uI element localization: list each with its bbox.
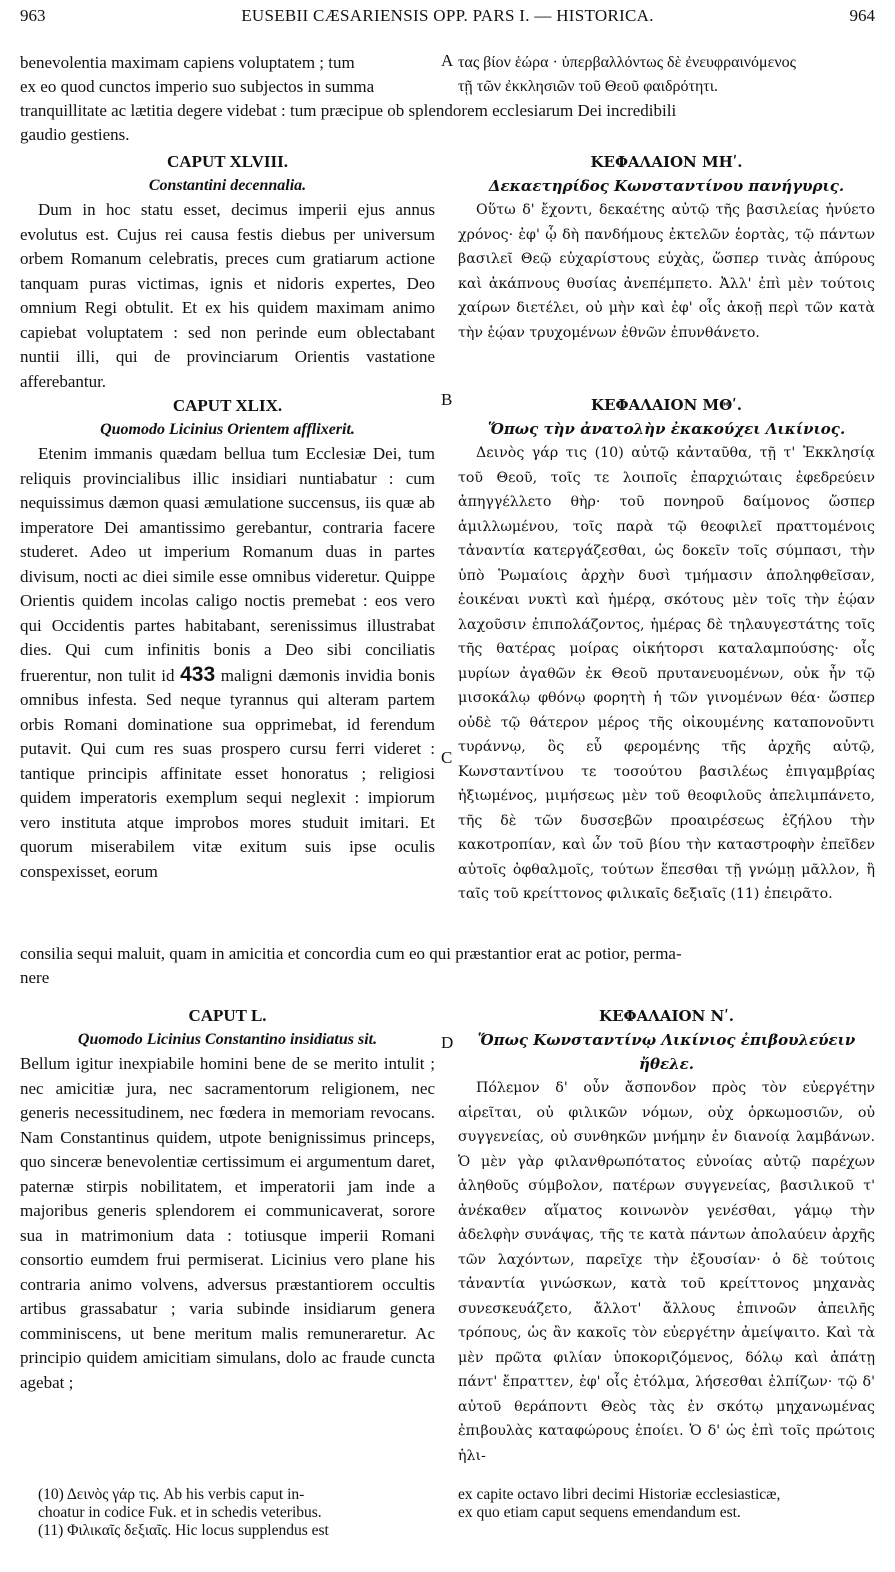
greek-line: τας βίον ἑώρα · ὑπερβαλλόντως δὲ ἐνευφραινόμενος [458, 54, 796, 71]
footnote-10-line-1: (10) Δεινὸς γάρ τις. Ab his verbis caput in- [38, 1486, 305, 1503]
margin-marker-b: B [441, 390, 453, 409]
greek-chapter-50-subtitle: Ὅπως Κωνσταντίνῳ Λικίνιος ἐπιβουλεύειν ἤθελε. [477, 1031, 856, 1073]
chapter-49-subtitle: Quomodo Licinius Orientem afflixerit. [100, 421, 355, 438]
latin-full-line-2: nere [20, 968, 50, 987]
page-number-right: 964 [849, 6, 875, 25]
footnote-11: (11) Φιλικαῖς δεξιαῖς. Hic locus supplendus est [38, 1522, 329, 1539]
footnote-cont-line-2: ex quo etiam caput sequens emendandum est. [458, 1504, 741, 1521]
greek-line: τῇ τῶν ἐκκλησιῶν τοῦ Θεοῦ φαιδρότητι. [458, 78, 719, 95]
latin-line: ex eo quod cunctos imperio suo subjectos in summa [20, 77, 375, 96]
top-line-3: tranquillitate ac lætitia degere videbat : tum præcipue ob splendorem ecclesiarum Dei incredibili [20, 101, 677, 120]
greek-column-upper [458, 150, 875, 907]
footnotes-left [38, 1486, 438, 1540]
greek-chapter-49-text: Δεινὸς γάρ τις (10) αὐτῷ κἀνταῦθα, τῇ τ' Ἐκκλησίᾳ τοῦ Θεοῦ, τοῖς τε λοιποῖς ἐπαρχιώταις ἐφεδρεύειν ἀπηγγέλλετο θὴρ· τοῦ πονηροῦ δαίμονος ὥσπερ ἁμιλλωμένου, τοῖς παρὰ τῷ θεοφιλεῖ πραττομένοις τἀναντία κατεργάζεσθαι, ὡς δοκεῖν τοῖς σύμπασι, τὴν ὑπὸ Ῥωμαίοις ἀρχὴν δυσὶ τμήμασιν ἀποληφθεῖσαν, ἐοικέναι νυκτὶ καὶ ἡμέρᾳ, σκότους μὲν τοῖς τὴν ἑῴαν λαχοῦσιν ἐπιπολάζοντος, ἡμέρας δὲ τηλαυγεστάτης τοῖς τῆς θατέρας μοίρας οἰκήτορσι καταλαμπούσης· οἷς μυρίων ἀγαθῶν ἐκ Θεοῦ πρυτανευομένων, οὐκ ἦν τῷ μισοκάλῳ φθόνῳ φορητὴ ἡ τῶν γινομένων θέα· ὥσπερ οὐδὲ τῷ θάτερον μέρος τῆς οἰκουμένης καταπονοῦντι τυράννῳ, ὃς εὖ φερομένης τῆς ἀρχῆς αὐτῷ, Κωνσταντίνου τε τοσούτου βασιλέως ἐπιγαμβρίας ἠξιωμένος, μιμήσεως μὲν τοῦ θεοφιλοῦς ἀπελιμπάνετο, τῆς δὲ τῶν δυσσεβῶν προαιρέσεως ἐζήλου τὴν κακοτροπίαν, καὶ ὧν τοῦ βίου τὴν καταστροφὴν ἐπεῖδεν αὐτοῖς ὀφθαλμοῖς, τούτων ἕπεσθαι τῇ γνώμῃ μᾶλλον, ἢ ταῖς τοῦ κρείττονος φιλικαῖς δεξιαῖς (11) ἐπειρᾶτο. [458, 445, 875, 902]
latin-full-line-1: consilia sequi maluit, quam in amicitia et concordia cum eo qui præstantior erat ac potior, perma- [20, 944, 682, 963]
greek-chapter-50-title: ΚΕΦΑΛΑΙΟΝ Νʹ. [599, 1007, 734, 1025]
margin-marker-d: D [441, 1033, 454, 1052]
chapter-49-text-a-content: Etenim immanis quædam bellua tum Ecclesiæ Dei, tum reliquis provincialibus illic insidiari nuntiabatur : cum nequissimus dæmon quasi æmulatione succensus, iis quæ ab imperatore Dei amantissimo gerebantur, contraria facere studeret. Adeo ut imperium Romanum duas in partes divisum, nocti ac diei simile esse omnibus videretur. Quippe Orientis quidem incolas caligo noctis premebat : eos vero qui Occidentis partes habitabant, serenissimus illustrabat dies. Qui cum infinitis bonis a Deo sibi conciliatis fruerentur, non tulit id [20, 444, 435, 685]
greek-chapter-49-subtitle: Ὅπως τὴν ἀνατολὴν ἐκακούχει Λικίνιος. [487, 420, 846, 438]
greek-chapter-48-text: Οὕτω δ' ἔχοντι, δεκαέτης αὐτῷ τῆς βασιλείας ἠνύετο χρόνος· ἐφ' ᾧ δὴ πανδήμους ἐκτελῶν ἑορτὰς, τῷ πάντων βασιλεῖ Θεῷ εὐχαρίστους εὐχὰς, ὥσπερ τινὰς ἀπύρους καὶ ἀκάπνους θυσίας ἀνεπέμπετο. Ἀλλ' ἐπὶ μὲν τούτοις χαίρων διετέλει, οὐ μὴν καὶ ἐφ' οἷς ἀκοῇ περὶ τῶν κατὰ τὴν ἑῴαν τρυχομένων ἐθνῶν ἐπυνθάνετο. [458, 202, 875, 341]
chapter-50-text: Bellum igitur inexpiabile homini bene de se merito intulit ; nec amicitiæ jura, nec sacramentorum religionem, nec generis necessitudinem, nec fœdera in memoriam revocans. Nam Constantinus quidem, utpote benignissimus princeps, quo sinceræ benevolentiæ certissimum ei argumentum daret, paternæ stirpis nobilitatem, et imperatorii jam inde a majoribus generis splendorem ei communicaverat, sorore sua in matrimonium data : totiusque imperii Romani consortio eumdem frui permiserat. Licinius vero plane his contraria animo volvens, adversus præstantiorem occultis artibus grassabatur ; varia subinde insidiarum genera comminiscens, ut bene meritum malis remuneraretur. Ac principio quidem amicitiam simulans, dolo ac fraude cuncta agebat ; [20, 1054, 435, 1392]
greek-chapter-48-title: ΚΕΦΑΛΑΙΟΝ ΜΗʹ. [590, 153, 743, 171]
footnotes-right [458, 1486, 875, 1522]
latin-column-lower [20, 1004, 435, 1395]
chapter-50-subtitle: Quomodo Licinius Constantino insidiatus sit. [77, 1031, 378, 1048]
chapter-50-title: CAPUT L. [188, 1006, 267, 1025]
greek-column-lower [458, 1004, 875, 1468]
footnote-10-line-2: choatur in codice Fuk. et in schedis veteribus. [38, 1504, 322, 1521]
greek-chapter-49-title: ΚΕΦΑΛΑΙΟΝ ΜΘʹ. [591, 396, 742, 414]
greek-chapter-48-subtitle: Δεκαετηρίδος Κωνσταντίνου πανήγυρις. [488, 177, 845, 195]
chapter-49-text-b: maligni dæmonis invidia bonis omnibus infesta. Sed neque tyrannus qui alteram partem orbis Romani dominatione sua opprimebat, id ferendum putavit. Qui cum res suas prospero cursu ferri videret : tantique principis affinitate esset honoratus ; religiosi quidem imperatoris exemplum sequi neglexit : impiorum vero instituta atque improbos mores studuit imitari. Et quorum miserabilem vitæ exitum suis ipse oculis conspexisset, eorum [20, 665, 436, 881]
latin-line: benevolentia maximam capiens voluptatem ; tum [20, 53, 355, 72]
chapter-48-subtitle: Constantini decennalia. [148, 177, 307, 194]
page-number-left: 963 [20, 6, 46, 25]
chapter-48-text: Dum in hoc statu esset, decimus imperii ejus annus evolutus est. Cujus rei causa festis diebus per universum orbem Romanum celebratis, preces cum gratiarum actione tanquam puras victimas, ignis et nidoris expertes, Deo omnium Regi obtulit. Et ex his quidem maximam animo capiebat voluptatem : sed non perinde eum oblectabant nuntii illi, qui de provinciarum Orientis vastatione afferebantur. [20, 200, 435, 391]
chapter-49-text-a [20, 442, 435, 884]
footnote-cont-line-1: ex capite octavo libri decimi Historiæ ecclesiasticæ, [458, 1486, 781, 1503]
latin-column-upper [20, 150, 435, 884]
chapter-49-title: CAPUT XLIX. [172, 396, 283, 415]
top-line-4: gaudio gestiens. [20, 125, 130, 144]
column-page-number: 433 [180, 662, 216, 686]
margin-marker-c: C [441, 748, 453, 767]
greek-chapter-50-text: Πόλεμον δ' οὖν ἄσπονδον πρὸς τὸν εὐεργέτην αἱρεῖται, οὐ φιλικῶν νόμων, οὐχ ὁρκωμοσιῶν, οὐ συγγενείας, οὐ συνθηκῶν μνήμην ἐν διανοίᾳ λαμβάνων. Ὁ μὲν γὰρ φιλανθρωπότατος εὐνοίας αὐτῷ παρέχων ἀληθοῦς σύμβολον, πατέρων συγγενείας, βασιλικοῦ τ' ἀνέκαθεν αἵματος κοινωνὸν γενέσθαι, γάμῳ τὴν ἀδελφὴν συνάψας, τῆς τε κατὰ πάντων ἀπολαύειν ἀρχῆς τῶν λαχόντων, παρεῖχε τὴν ἐξουσίαν· ὁ δὲ τούτοις τἀναντία γινώσκων, κατὰ τοῦ κρείττονος μηχανὰς συνεσκευάζετο, ἄλλοτ' ἄλλους ἐπινοῶν ἀπειλῆς τρόπους, ὡς ἂν κακοῖς τὸν εὐεργέτην ἀμείψαιτο. Καὶ τὰ μὲν πρῶτα φιλίαν ὑποκοριζόμενος, δόλῳ καὶ ἀπάτῃ πάντ' ἔπραττεν, ἐφ' οἷς ἐτόλμα, λήσεσθαι ἐλπίζων· τῷ δ' αὐτοῦ θεράποντι Θεὸς τὰς ἐν σκότῳ μηχανωμένας ἐπιβουλὰς καταφώρους ἐποίει. Ὁ δ' ὡς ἐπὶ τοῖς πρώτοις ἡλι- [458, 1080, 875, 1464]
margin-marker-a: A [441, 51, 454, 70]
chapter-48-title: CAPUT XLVIII. [167, 152, 288, 171]
running-title: EUSEBII CÆSARIENSIS OPP. PARS I. — HISTORICA. [241, 6, 654, 25]
running-header [0, 6, 895, 28]
